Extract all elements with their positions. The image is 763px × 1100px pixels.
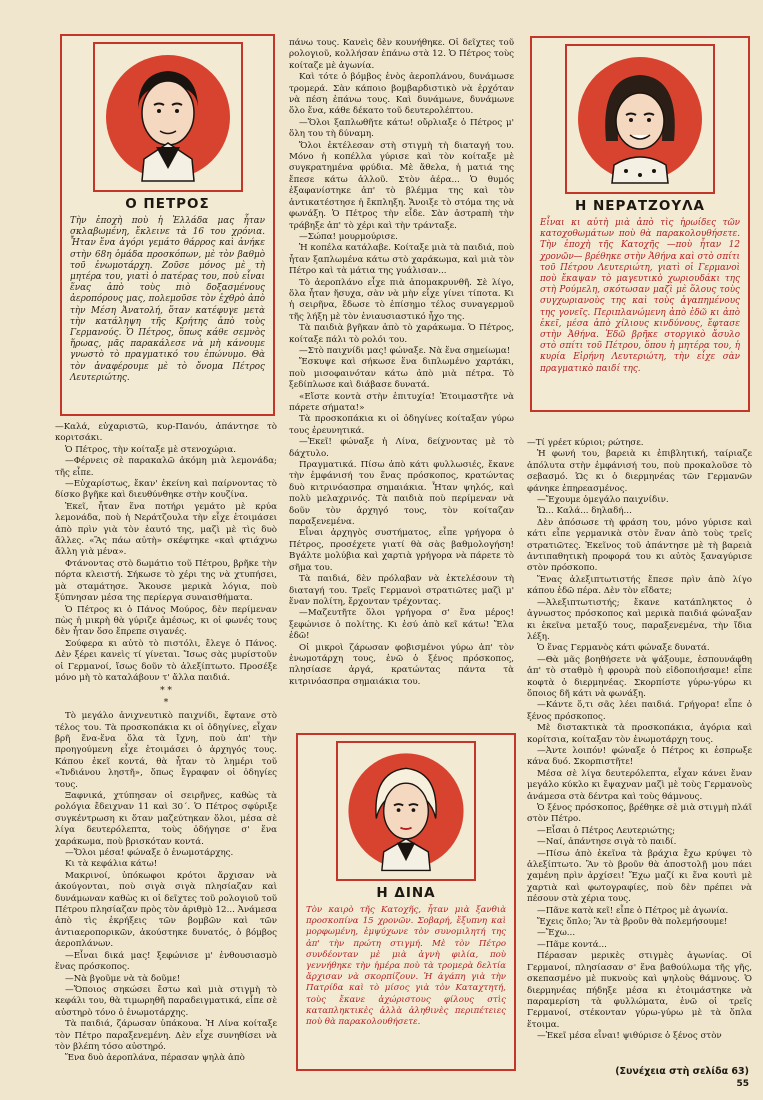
paragraph: Πέρασαν μερικὲς στιγμὲς ἀγωνίας. Οἱ Γερμανοί, πλησίασαν σ' ἕνα βαθούλωμα τῆς γῆς, σκεπασμένο μὲ πυκνοὺς καὶ ψηλοὺς θάμνους. Ὁ διερμηνέας πήδηξε μέσα κι ἑτοιμάστηκε νὰ παραμερίση τὰ φυλλώματα, ἐνῶ οἱ τρεῖς Γερμανοί, στέκονταν γύρω-γύρω μὲ τὰ ὅπλα ἕτοιμα. [527,951,752,1030]
paragraph: —Πᾶνε κατὰ κεῖ! εἶπε ὁ Πέτρος μὲ ἀγωνία. [537,905,729,916]
paragraph: Σούφερα κι αὐτὸ τὸ πιστόλι, ἔλεγε ὁ Πάνος. Δὲν ξέρει κανεὶς τί γίνεται. Ἴσως σὰς μυρίστοῦν οἱ Γερμανοί, ἴσως δοῦν τὸ ἀλεξίπτωτο. Προσέξε μόνο μὴ τὸ καταλάβουν τ' ἄλλα παιδιά. [55,638,277,683]
paragraph: Καὶ τότε ὁ βόμβος ἑνὸς ἀεροπλάνου, δυνάμωσε τρομερά. Σὰν κάποιο βομβαρδιστικὸ νὰ ἐρχόταν νὰ πέση ἐπάνω τους. Καὶ δυνάμωνε, δυνάμωνε ὅλο ἕνα, κάθε δέκατο τοῦ δευτερολέπτου. [289,72,514,117]
paragraph: Τὰ παιδιὰ βγῆκαν ἀπὸ τὸ χαράκωμα. Ὁ Πέτρος, κοίταξε πάλι τὸ ρολόι του. [289,323,514,345]
paragraph: Ὁ Πέτρος κι ὁ Πάνος Μούρος, δὲν περίμεναν πὼς ἡ μικρὴ θὰ γύριζε ἀμέσως, κι οἱ φωνές τους δὲν ἦταν ὅσο ἔπρεπε σιγανές. [55,604,277,638]
profile-name: Ο ΠΕΤΡΟΣ [125,196,210,212]
paragraph: Ξαφνικά, χτύπησαν οἱ σειρῆνες, καθὼς τὰ ρολόγια ἔδειχναν 11 καὶ 30΄. Ὁ Πέτρος σφύριξε συγκέντρωση κι ὅταν μαζεύτηκαν ὅλοι, μέσα σὲ λίγα δευτερόλεπτα, τοὺς ὁδήγησε σ' ἕνα χαράκωμα, ποὺ βρισκόταν κοντά. [55,791,277,847]
scout-boy-illustration [98,47,238,187]
paragraph: Τὰ παιδιά, δὲν πρόλαβαν νὰ ἐκτελέσουν τὴ διαταγή του. Τρεῖς Γερμανοὶ στρατιῶτες μαζὶ μ' ἕναν πολίτη, ἔρχονταν τρέχοντας. [289,574,514,607]
profile-dina [296,733,516,1071]
profile-bio: Τὴν ἐποχὴ ποὺ ἡ Ἑλλάδα μας ἦταν σκλαβωμένη, ἔκλεινε τὰ 16 του χρόνια. Ἦταν ἕνα ἀγόρι γεμάτο θάρρος καὶ ἀνήκε στὴν 68η ὁμάδα προσκόπων, μὲ τὸν βαθμὸ τοῦ ἐνωμοτάρχη. Ζοῦσε μόνος μὲ τὴ μητέρα του, γιατὶ ὁ πατέρας του, ποὺ εἶναι ἕνας ἀπὸ τοὺς πιὸ δοξασμένους ἀεροπόρους μας, πολεμοῦσε τὸν ἐχθρὸ ἀπὸ τὴν Μέση Ἀνατολή, ὅταν κατέφυγε μετὰ τὴν κατάληψη τῆς Κρήτης ἀπὸ τοὺς Γερμανούς. Ὁ Πέτρος, ὅπως κάθε σεμνὸς ἥρωας, μᾶς παρακάλεσε νὰ μὴ κάνουμε γνωστὸ τὸ πραγματικό του ἐπώνυμο. Θὰ τὸν ἀναφέρουμε μὲ τὸ ὄνομα Πέτρος Λευτεριώτης. [70,216,265,383]
paragraph: —Εἶσαι ὁ Πέτρος Λευτεριώτης; [537,825,676,836]
paragraph: —Κάντε ὅ,τι σᾶς λέει παιδιά. Γρήγορα! εἶπε ὁ ξένος πρόσκοπος. [527,700,752,722]
paragraph: —Ὅλοι ξαπλωθῆτε κάτω! οὔρλιαξε ὁ Πέτρος μ' ὅλη του τὴ δύναμη. [289,117,514,140]
paragraph: —Θὰ μᾶς βοηθήσετε νὰ ψάξουμε, ἐσπουνάφθη ἀπ' τὸ σταθμὸ ἡ φρουρὰ ποὺ εἰδοποιήσαμε! εἶπε κοφτὰ ὁ διερμηνέας. Σκορπίστε γύρω-γύρω κι ὅποιος δῆ κάτι νὰ φωνάξη. [527,654,752,699]
paragraph: Ἕνας ἀλεξιπτωτιστής ἔπεσε πρὶν ἀπὸ λίγο κάπου ἐδῶ πέρα. Δὲν τὸν εἴδατε; [527,574,752,597]
paragraph: —Πᾶμε κοντά... [537,939,607,950]
article-column-2 [289,38,514,728]
paragraph: Τὸ ἀεροπλάνο εἶχε πιὰ ἀπομακρυνθῆ. Σὲ λίγο, ὅλα ἦταν ἥσυχα, σὰν νὰ μὴν εἶχε γίνει τίποτα. Κι ἡ σειρῆνα, ἔδωσε τὸ ἐπίσημο τέλος συναγερμοῦ τῆς λήξη μὲ τὸν ἐνιαυσιαστικό ἦχο της. [289,277,514,322]
paragraph: —Τί γρέετ κύριοι; ρώτησε. [527,438,644,448]
paragraph: —Ἐκεῖ μέσα εἶναι! ψιθύρισε ὁ ξένος στὸν [537,1031,722,1042]
paragraph: —Ἐκεῖ! φώναξε ἡ Λίνα, δείχνοντας μὲ τὸ δάχτυλο. [289,437,514,459]
page-number: 55 [736,1079,749,1089]
girl-illustration [570,49,710,189]
paragraph: πάνω τους. Κανεὶς δὲν κουνήθηκε. Οἱ δεῖχτες τοῦ ρολογιοῦ, κολλήσαν ἐπάνω στὰ 12. Ὁ Πέτρος τοὺς κοίταζε μὲ ἀγωνία. [289,38,514,71]
paragraph: —Εὐχαρίστως, ἔκαν' ἐκείνη καὶ παίρνοντας τὸ δίσκο βγῆκε καὶ διευθύνθηκε στὴν κουζίνα. [55,479,277,501]
paragraph: Ἐκεῖ, ἦταν ἕνα ποτήρι γεμάτο μὲ κρύα λεμονάδα, ποὺ ἡ Νεράτζουλα τὴν εἶχε ἑτοιμάσει ἀπὸ πρὶν γιὰ τὸν ἑαυτό της, μαζὶ μὲ τὶς δυὸ ἄλλες. «Ἂς πάω αὐτὴ» σκέφτηκε «καὶ φτιάχνω ἄλλη γιὰ μένα». [55,501,277,558]
paragraph: Ἔσκυψε καὶ σήκωσε ἕνα διπλωμένο χαρτάκι, ποὺ μισοφαινόταν κάτω ἀπὸ μιὰ πέτρα. Τὸ ξεδίπλωσε καὶ διάβασε δυνατά. [289,357,514,391]
paragraph: Ὁ Πέτρος, τὴν κοίταξε μὲ στενοχώρια. [65,444,236,455]
profile-neratzoula [530,36,750,412]
paragraph: Τὸ μεγάλο ἀνιχνευτικὸ παιχνίδι, ἔφτανε στὸ τέλος του. Τὰ προσκοπάκια κι οἱ ὁδηγίνες, εἶχαν βρῆ ἕνα-ἕνα ὅλα τὰ ἴχνη, ποὺ ἀπ' τὴν προηγούμενη εἶχε ἑτοιμάσει ὁ ἀρχηγός τους. Κάπου ἐκεῖ κοντά, θὰ ἦταν τὸ λημέρι τοῦ «Ἰνδιάνου ληστῆ», ὅπως ἔγραφαν οἱ ὁδηγίες τους. [55,711,277,790]
paragraph: Ὁ ἕνας Γερμανὸς κάτι φώναξε δυνατά. [537,643,710,654]
paragraph: Πραγματικά. Πίσω ἀπὸ κάτι φυλλωσιές, ἔκανε τὴν ἐμφάνισή του ἕνας πρόσκοπος, κρατώντας δυὸ κιτρινόασπρα σημαιάκια. Ἦταν ψηλός, καὶ πολὺ μελαχρινός. Τὰ παιδιὰ ποὺ περίμεναν νὰ δοῦν τὸν ἀρχηγό τους, τὸν κοίταζαν παραξενεμένα. [289,460,514,528]
paragraph: —Ἀντε λοιπόν! φώναξε ὁ Πέτρος κι ἐσπρωξε κάνα δυό. Σκορπιστῆτε! [527,745,752,768]
continued-note: (Συνέχεια στὴ σελίδα 63) [615,1066,749,1077]
paragraph: Ἡ κοπέλα κατάλαβε. Κοίταξε μιὰ τὰ παιδιά, ποὺ ἦταν ξαπλωμένα κάτω στὸ χαράκωμα, καὶ μιὰ τὸν Πέτρο καὶ τὰ μάτια της γυάλισαν... [289,243,514,277]
article-column-1 [55,422,277,1084]
paragraph: —Μαζευτῆτε ὅλοι γρήγορα σ' ἕνα μέρος! ξεφώνισε ὁ πολίτης. Κι ἐσύ ἀπὸ κεῖ κάτω! Ἔλα ἐδῶ! [289,608,514,642]
paragraph: Εἶναι ἀρχηγὸς συστήματος, εἶπε γρήγορα ὁ Πέτρος, προσέχετε γιατί θὰ σὰς βαθμολογήση! Βγάλτε μολύβια καὶ χαρτιὰ γρήγορα νὰ πάρετε τὸ σῆμα του. [289,528,514,573]
portrait-petros [93,42,243,192]
profile-bio: Τὸν καιρὸ τῆς Κατοχῆς, ἦταν μιὰ ξανθιὰ προσκοπίνα 15 χρονῶν. Σοβαρή, ἔξυπνη καὶ μορφωμένη, ἐμψύχωνε τὸν συνομιλητή της ἀπ' τὴν πρώτη στιγμή. Μὲ τὸν Πέτρο συνδέονταν μὲ μιὰ ἁγνὴ φιλία, ποὺ γεννήθηκε τὴν ἡμέρα ποὺ τὰ τρομερὰ δελτία ἄρχισαν νὰ σκορπίζουν. Ἡ ἀγάπη γιὰ τὴν Πατρίδα καὶ τὸ μίσος γιὰ τὸν Καταχτητή, τοὺς ἔκανε ἀχώριστους φίλους στὶς καταπληκτικὲς ἀλλὰ ἀληθινὲς περιπέτειες ποὺ θὰ παρακολουθήσετε. [306,905,506,1028]
paragraph: Τὰ παιδιά, ζάρωσαν ὑπάκουα. Ἡ Λίνα κοίταξε τὸν Πέτρο παραξενεμένη. Δὲν εἶχε συνηθίσει νὰ τὸν βλέπη τόσο αὐστηρό. [55,1019,277,1052]
section-break: * * * [160,686,172,708]
paragraph: —Εἶναι δικά μας! ξεφώνισε μ' ἐνθουσιασμὸ ἕνας πρόσκοπος. [55,950,277,973]
paragraph: —Πίσω ἀπὸ ἐκεῖνα τὰ βράχια ἔχω κρύψει τὸ ἀλεξίπτωτο. Ἂν τὸ βροῦν θὰ ἀποστολῇ μου πάει χαμένη πρὶν ἀρχίσει! Ἔχω μαζί κι ἕνα κουτὶ μὲ χαρτιὰ καὶ φωτογραφίες, ποὺ δὲν πρέπει νὰ πέσουν στὰ χέρια τους. [527,848,752,905]
article-column-3 [527,438,752,1070]
portrait-dina [336,741,476,881]
paragraph: —Ἔχω... [537,928,576,939]
paragraph: —Φέρνεις σὲ παρακαλῶ ἀκόμη μιὰ λεμονάδα; τῆς εἶπε. [55,456,277,478]
paragraph: —Ὅποιος σηκώσει ἔστω καὶ μιὰ στιγμὴ τὸ κεφάλι του, θὰ τιμωρηθῆ παραδειγματικά, εἶπε σὲ αὐστηρὸ τόνο ὁ ἐνωμοτάρχης. [55,984,277,1018]
paragraph: Ἔχεις ὅπλο; Ἂν τὰ βροῦν θὰ πολεμήσουμε! [537,917,728,928]
paragraph: Ἕνα δυὸ ἀεροπλάνα, πέρασαν ψηλὰ ἀπὸ [65,1053,245,1064]
profile-name: Η ΔΙΝΑ [376,885,436,901]
profile-petros [60,34,275,416]
paragraph: —Ἀλεξιπτωτιστής; ἔκανε κατάπληκτος ὁ ἀγνωστος πρόσκοπος καὶ μερικὰ παιδιά φώναξαν κι ἐκεῖνα μεταξύ τους, παραξενεμένα, τὴν ἴδια λέξη. [527,597,752,642]
paragraph: —Στὸ παιχνίδι μας! φώναξε. Νὰ ἕνα σημείωμα! [299,345,511,356]
paragraph: Δὲν ἀπόσωσε τὴ φράση του, μόνο γύρισε καὶ κάτι εἶπε γερμανικὰ στὸν ἕναν ἀπὸ τοὺς τρεῖς στρατιῶτες. Ἐκεῖνος τοῦ ἀπάντησε μὲ τὴ βαρειὰ ἀντιπαθητικὴ προφορά του κι αὐτὸς ξαναγύρισε στὸν πρόσκοπο. [527,517,752,574]
paragraph: Ἡ φωνή του, βαρειὰ κι ἐπιβλητική, ταίριαζε ἀπόλυτα στὴν ἐμφάνισή του, ποὺ προκαλοῦσε τὸ σεβασμό. Ὡς κι ὁ διερμηνέας τῶν Γερμανῶν φάνηκε ἐπηρεασμένος. [527,449,752,494]
paragraph: —Ἔχουμε ὁμεγάλο παιχνίδιν. [537,495,669,506]
paragraph: Κι τὰ κεφάλια κάτω! [65,859,158,870]
paragraph: Φτάνοντας στὸ δωμάτιο τοῦ Πέτρου, βρῆκε τὴν πόρτα κλειστή. Σήκωσε τὸ χέρι της νὰ χτυπήσει, μὰ σταμάτησε. Ἄκουσε μερικὰ λόγια, ποὺ ξύπνησαν μέσα της περίεργα συναισθήματα. [55,558,277,604]
paragraph: «Εἴστε κοντὰ στὴν ἐπιτυχία! Ἑτοιμαστῆτε νὰ πάρετε σήματα!» [289,391,514,413]
paragraph: —Σώπα! μουρμούρισε. [299,231,398,242]
paragraph: Ὥ... Καλά... δηλαδή... [537,506,632,517]
paragraph: —Καλά, εὐχαριστῶ, κυρ-Πανόυ, ἀπάντησε τὸ κοριτσάκι. [55,422,277,444]
profile-name: Η ΝΕΡΑΤΖΟΥΛΑ [574,198,705,214]
paragraph: Μέσα σὲ λίγα δευτερόλεπτα, εἶχαν κάνει ἕναν μεγάλο κύκλο κι ἔψαχναν μαζὶ μὲ τοὺς Γερμανοὺς ἀνάμεσα στὰ δέντρα καὶ τοὺς θάμνους. [527,768,752,802]
paragraph: Μακρινοί, ὑπόκωφοι κρότοι ἄρχισαν νὰ ἀκούγονται, ποὺ σιγὰ σιγὰ πλησίαζαν καὶ δυνάμωναν καθὼς κι οἱ δεῖχτες τοῦ ρολογιοῦ τοῦ Πέτρου πλησίαζαν πρὸς τὸν ἀριθμὸ 12... Ἀνάμεσα ἀπὸ τὶς ἐκρήξεις τῶν βομβῶν καὶ τῶν ἀντιαεροπορικῶν, ἀκούστηκε δυνατός, ὁ βόμβος ἀεροπλάνων. [55,870,277,950]
profile-bio: Εἶναι κι αὐτὴ μιὰ ἀπὸ τὶς ἡρωίδες τῶν κατοχοθωμάτων ποὺ θὰ παρακολουθήσετε. Τὴν ἐποχὴ τῆς Κατοχῆς —ποὺ ἦταν 12 χρονῶν— βρέθηκε στὴν Ἀθήνα καὶ στὸ σπίτι τοῦ Πέτρου Λευτεριώτη, γιατὶ οἱ Γερμανοὶ ποὺ ἔκαψαν τὸ μαγευτικὸ χωριουδάκι της στὴ Ρούμελη, σκότωσαν μαζὶ μὲ ὅλους τοὺς συγχωριανοὺς της καὶ τοὺς ἀγαπημένους της γονεῖς. Περιπλανώμενη ἀπὸ ἐδῶ κι ἀπὸ ἐκεῖ, μέσα ἀπὸ χίλιους κινδύνους, ἔφτασε στὴν Ἀθήνα. Ἐδῶ βρῆκε στοργικὸ ἄσυλο στὸ σπίτι τοῦ Πέτρου, ὅπου ἡ μητέρα του, ἡ κυρία Εἰρήνη Λευτεριώτη, τὴν εἶχε σὰν πραγματικὸ παιδί της. [540,218,740,374]
paragraph: Οἱ μικροὶ ζάρωσαν φοβισμένοι γύρω ἀπ' τὸν ἐνωμοτάρχη τους, ἐνῶ ὁ ξένος πρόσκοπος, πλησίασε ἀργά, κρατώντας πάντα τὰ κιτρινόασπρα σημαιάκια του. [289,642,514,687]
paragraph: Τὰ προσκοπάκια κι οἱ ὁδηγίνες κοίταξαν γύρω τους ἐρευνητικά. [289,414,514,436]
paragraph: Μὲ διστακτικὰ τὰ προσκοπάκια, ἀγόρια καὶ κορίτσια, κοίταξαν τὸν ἐνωμοτάρχη τους. [527,723,752,745]
scout-girl-illustration [341,746,471,876]
portrait-neratzoula [565,44,715,194]
paragraph: —Ὅλοι μέσα! φώναξε ὁ ἐνωμοτάρχης. [65,848,234,859]
paragraph: —Ναί, ἀπάντησε σιγὰ τὸ παιδί. [537,837,677,848]
paragraph: —Νὰ βγοῦμε νὰ τὰ δοῦμε! [65,973,181,984]
paragraph: Ὅλοι ἐκτέλεσαν στὴ στιγμὴ τὴ διαταγή του. Μόνο ἡ κοπέλλα γύρισε καὶ τὸν κοίταξε μὲ συγκρατημένα φρύδια. Μὲ ἄθελα, ἡ ματιά της ἔπεσε κάτω ἀλλοῦ. Στὸν ἀέρα... Ὁ θυμός ἐξαφανίστηκε ἀπ' τὸ βλέμμα της καὶ τὸν ἀντικατέστησε ἡ ἔκπληξη. Ἄνοιξε τὸ στόμα της νὰ φωνάξη. Ὁ Πέτρος τὴν εἶδε. Σὰν ἀστραπὴ τὴν τράβηξε ἀπ' τὸ χέρι καὶ τὴν τράνταξε. [289,140,514,231]
paragraph: Ὁ ξένος πρόσκοπος, βρέθηκε σὲ μιὰ στιγμὴ πλάϊ στὸν Πέτρο. [527,803,752,825]
